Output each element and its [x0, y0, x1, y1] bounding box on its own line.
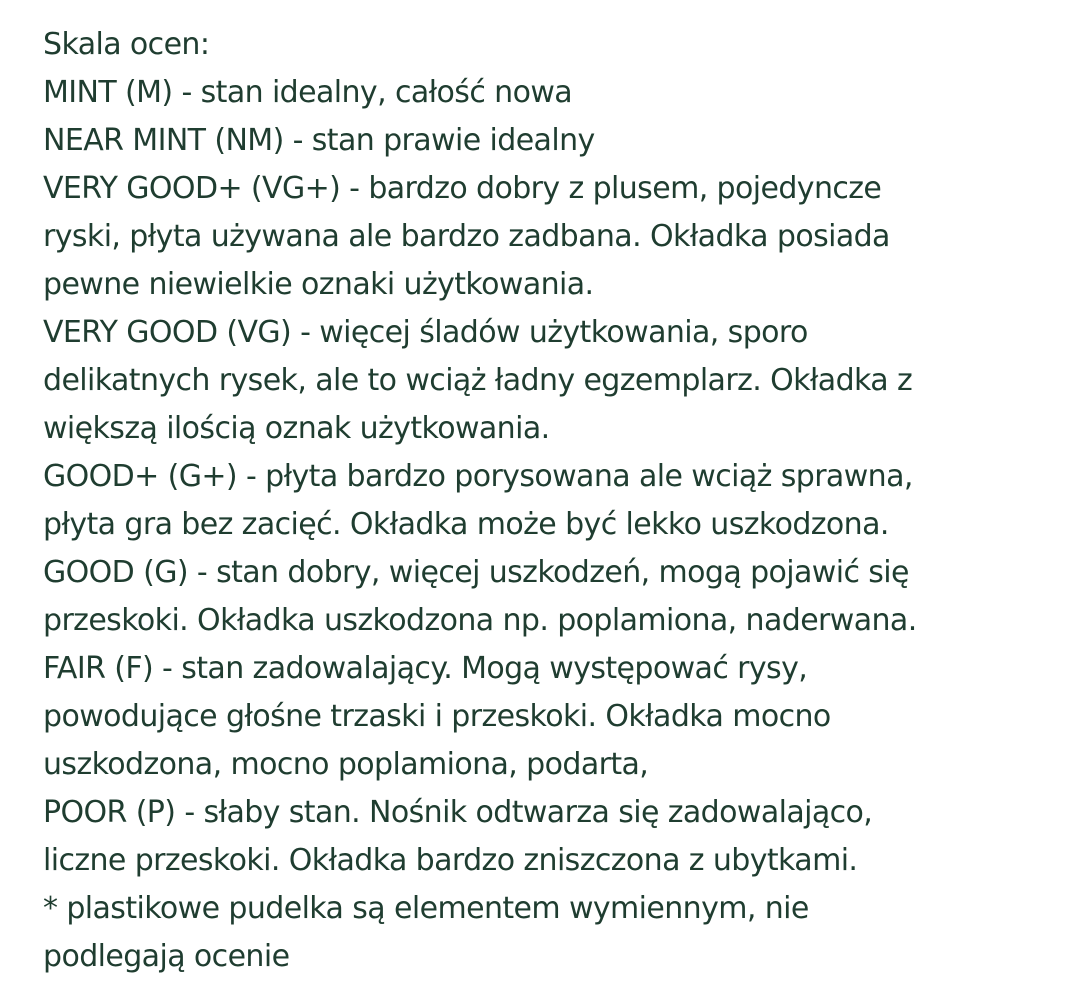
grade-line-very-good-cont-2: większą ilością oznak użytkowania. [43, 411, 550, 446]
footnote-line: * plastikowe pudelka są elementem wymiennym, nie [43, 891, 809, 926]
grade-line-fair-cont-2: uszkodzona, mocno poplamiona, podarta, [43, 747, 649, 782]
grade-line-very-good-cont-1: delikatnych rysek, ale to wciąż ładny egzemplarz. Okładka z [43, 363, 913, 398]
grading-scale-text [43, 21, 1063, 981]
grade-line-good-plus-cont: płyta gra bez zacięć. Okładka może być lekko uszkodzona. [43, 507, 889, 542]
footnote-line-cont: podlegają ocenie [43, 939, 290, 974]
grade-line-very-good: VERY GOOD (VG) - więcej śladów użytkowania, sporo [43, 315, 808, 350]
grade-line-good-plus: GOOD+ (G+) - płyta bardzo porysowana ale wciąż sprawna, [43, 459, 913, 494]
grade-line-poor: POOR (P) - słaby stan. Nośnik odtwarza się zadowalająco, [43, 795, 873, 830]
grade-line-near-mint: NEAR MINT (NM) - stan prawie idealny [43, 123, 595, 158]
grade-line-fair-cont-1: powodujące głośne trzaski i przeskoki. Okładka mocno [43, 699, 831, 734]
grade-line-very-good-plus: VERY GOOD+ (VG+) - bardzo dobry z plusem, pojedyncze [43, 171, 882, 206]
grade-line-good-cont: przeskoki. Okładka uszkodzona np. poplamiona, naderwana. [43, 603, 917, 638]
grade-line-poor-cont: liczne przeskoki. Okładka bardzo zniszczona z ubytkami. [43, 843, 858, 878]
grading-scale-title: Skala ocen: [43, 27, 210, 62]
grade-line-mint: MINT (M) - stan idealny, całość nowa [43, 75, 573, 110]
grade-line-good: GOOD (G) - stan dobry, więcej uszkodzeń, mogą pojawić się [43, 555, 909, 590]
grade-line-fair: FAIR (F) - stan zadowalający. Mogą występować rysy, [43, 651, 808, 686]
grade-line-very-good-plus-cont-1: ryski, płyta używana ale bardzo zadbana. Okładka posiada [43, 219, 890, 254]
grade-line-very-good-plus-cont-2: pewne niewielkie oznaki użytkowania. [43, 267, 594, 302]
